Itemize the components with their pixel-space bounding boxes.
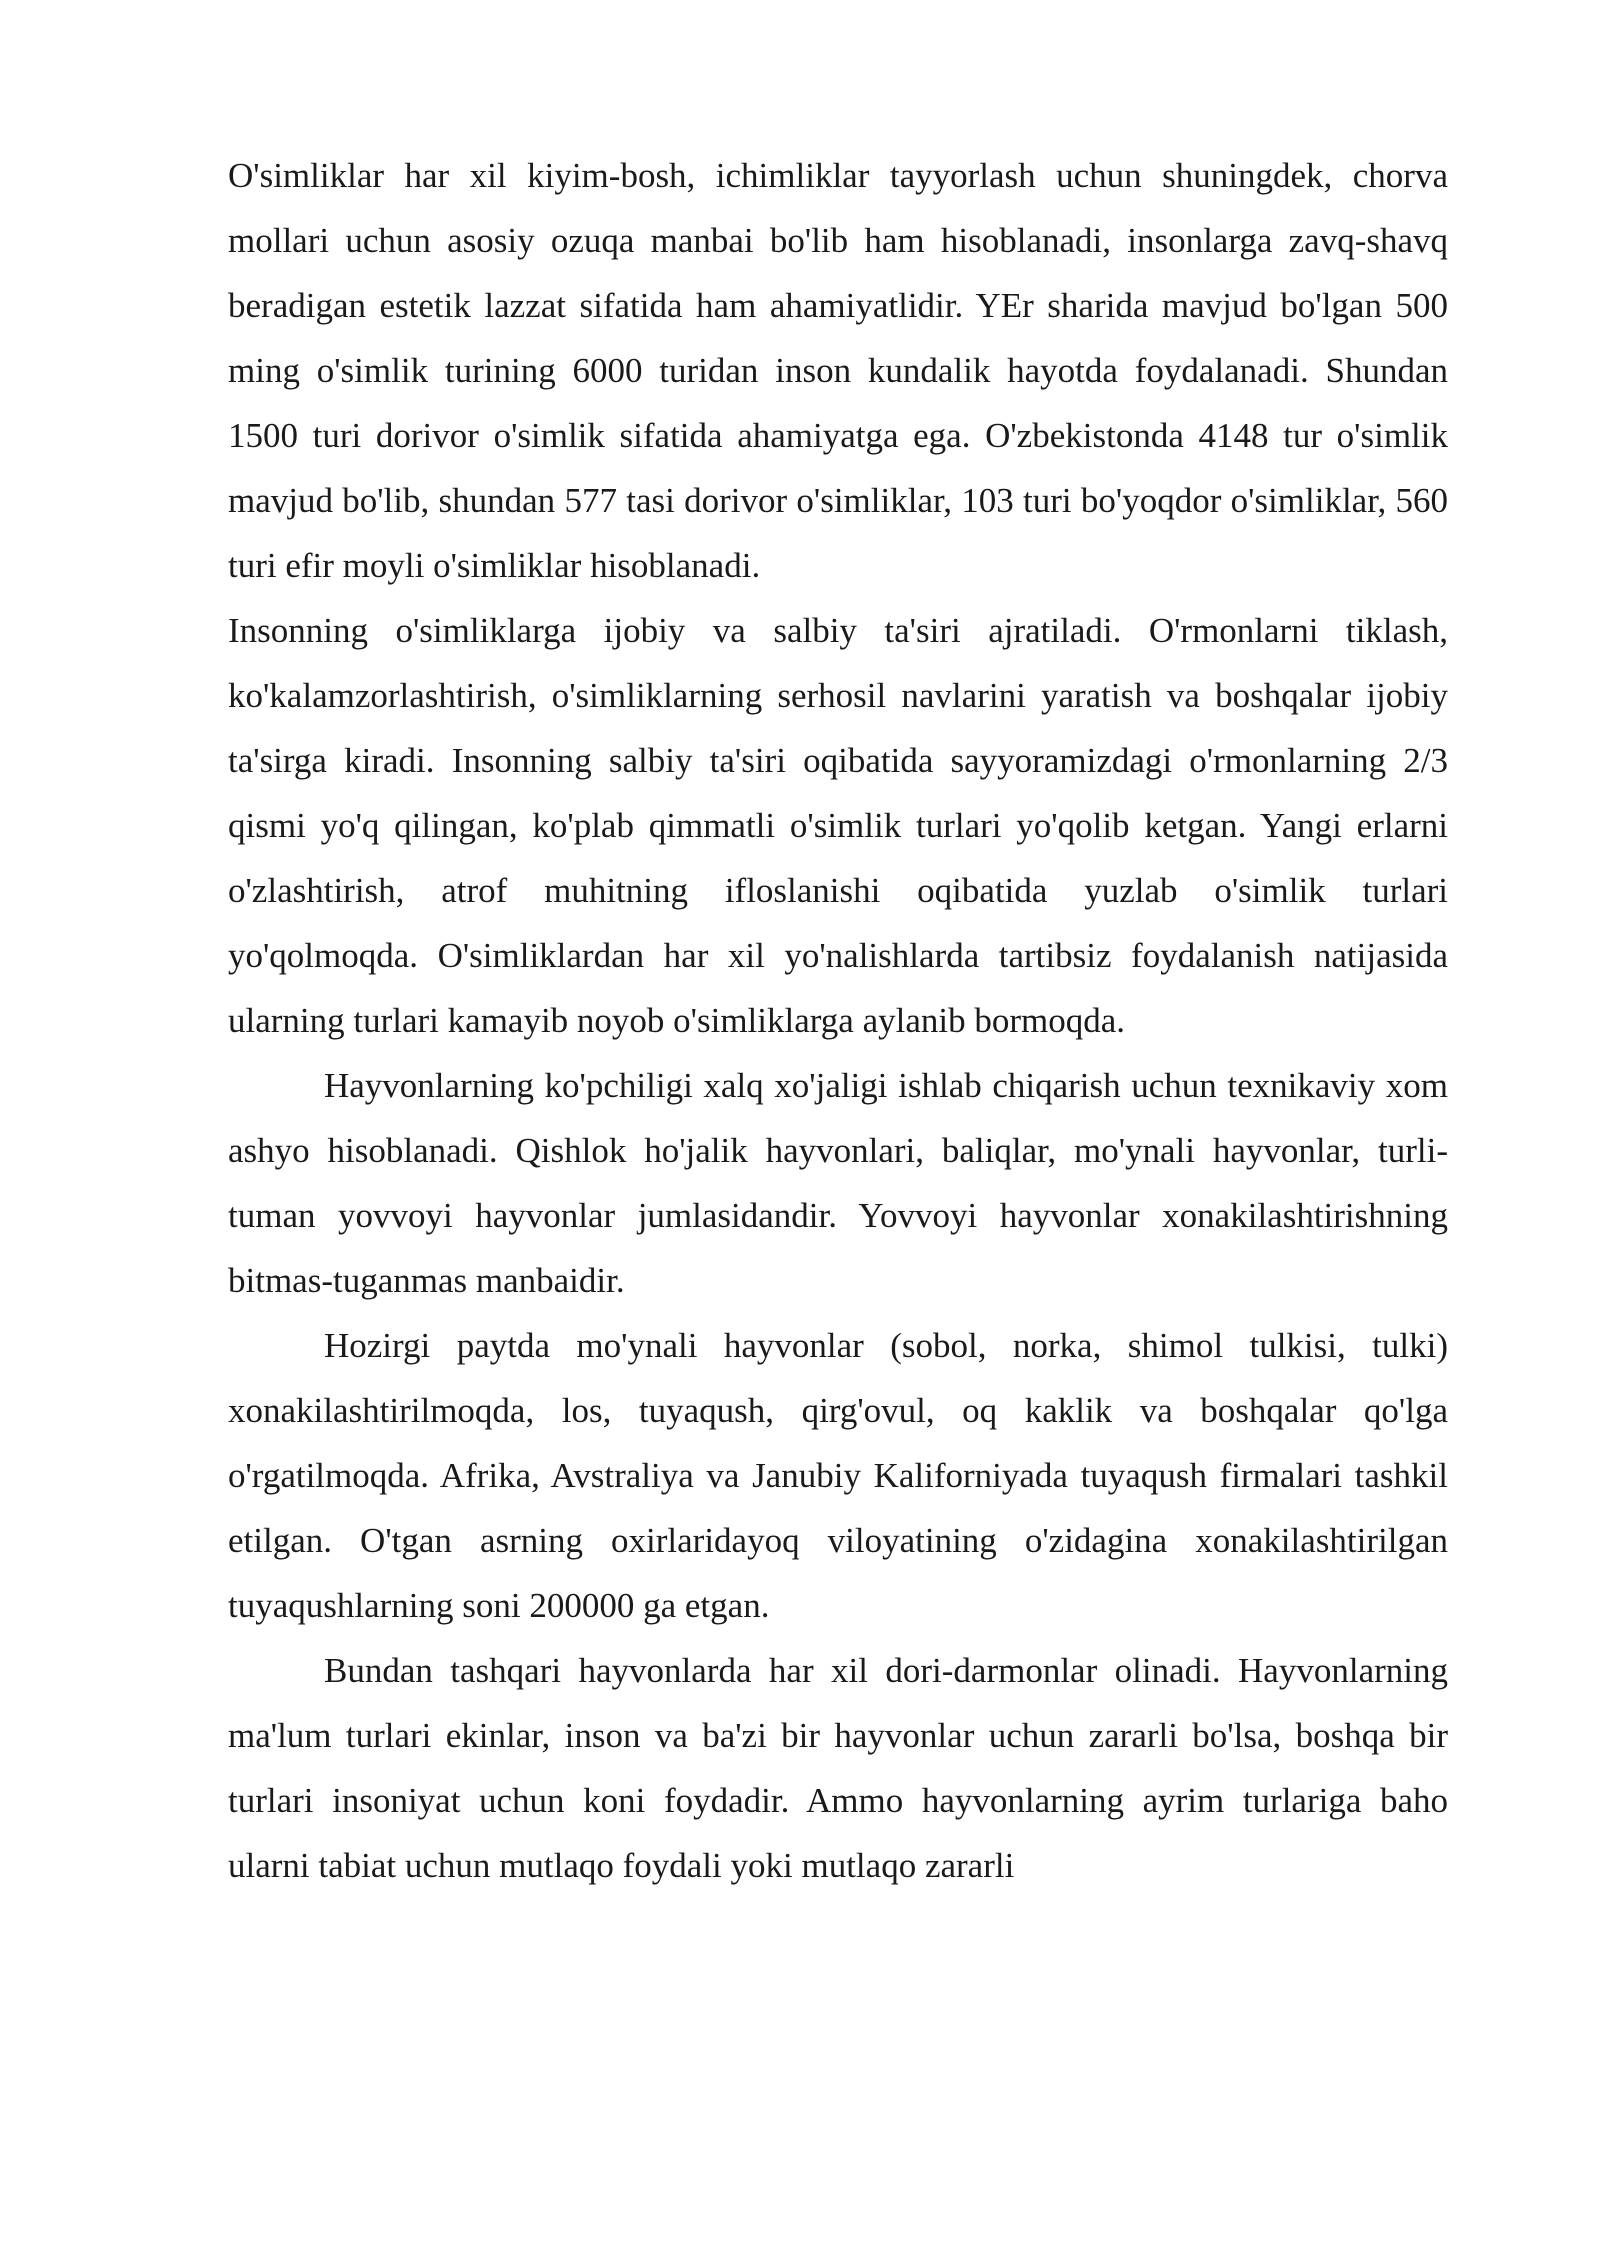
paragraph-animals-raw-materials: Hayvonlarning ko'pchiligi xalq xo'jaligi ishlab chiqarish uchun texnikaviy xom ashyo hisoblanadi. Qishlok ho'jalik hayvonlari, baliqlar, mo'ynali hayvonlar, turli-tuman yovvoyi hayvonlar jumlasidandir. Yovvoyi hayvonlar xonakilashtirishning bitmas-tuganmas manbaidir.	[228, 1066, 1448, 1300]
paragraph-human-impact-plants: Insonning o'simliklarga ijobiy va salbiy ta'siri ajratiladi. O'rmonlarni tiklash, ko'kalamzorlashtirish, o'simliklarning serhosil navlarini yaratish va boshqalar ijobiy ta'sirga kiradi. Insonning salbiy ta'siri oqibatida sayyoramizdagi o'rmonlarning 2/3 qismi yo'q qilingan, ko'plab qimmatli o'simlik turlari yo'qolib ketgan. Yangi erlarni o'zlashtirish, atrof muhitning ifloslanishi oqibatida yuzlab o'simlik turlari yo'qolmoqda. O'simliklardan har xil yo'nalishlarda tartibsiz foydalanish natijasida ularning turlari kamayib noyob o'simliklarga aylanib bormoqda.	[228, 611, 1448, 1040]
document-page	[228, 143, 1448, 1898]
paragraph-domestication: Hozirgi paytda mo'ynali hayvonlar (sobol, norka, shimol tulkisi, tulki) xonakilashtirilmoqda, los, tuyaqush, qirg'ovul, oq kaklik va boshqalar qo'lga o'rgatilmoqda. Afrika, Avstraliya va Janubiy Kaliforniyada tuyaqush firmalari tashkil etilgan. O'tgan asrning oxirlaridayoq viloyatining o'zidagina xonakilashtirilgan tuyaqushlarning soni 200000 ga etgan.	[228, 1326, 1448, 1625]
paragraph-plants-uses: O'simliklar har xil kiyim-bosh, ichimliklar tayyorlash uchun shuningdek, chorva mollari uchun asosiy ozuqa manbai bo'lib ham hisoblanadi, insonlarga zavq-shavq beradigan estetik lazzat sifatida ham ahamiyatlidir. YEr sharida mavjud bo'lgan 500 ming o'simlik turining 6000 turidan inson kundalik hayotda foydalanadi. Shundan 1500 turi dorivor o'simlik sifatida ahamiyatga ega. O'zbekistonda 4148 tur o'simlik mavjud bo'lib, shundan 577 tasi dorivor o'simliklar, 103 turi bo'yoqdor o'simliklar, 560 turi efir moyli o'simliklar hisoblanadi.	[228, 156, 1448, 585]
paragraph-animal-medicines: Bundan tashqari hayvonlarda har xil dori-darmonlar olinadi. Hayvonlarning ma'lum turlari ekinlar, inson va ba'zi bir hayvonlar uchun zararli bo'lsa, boshqa bir turlari insoniyat uchun koni foydadir. Ammo hayvonlarning ayrim turlariga baho ularni tabiat uchun mutlaqo foydali yoki mutlaqo zararli	[228, 1651, 1448, 1885]
